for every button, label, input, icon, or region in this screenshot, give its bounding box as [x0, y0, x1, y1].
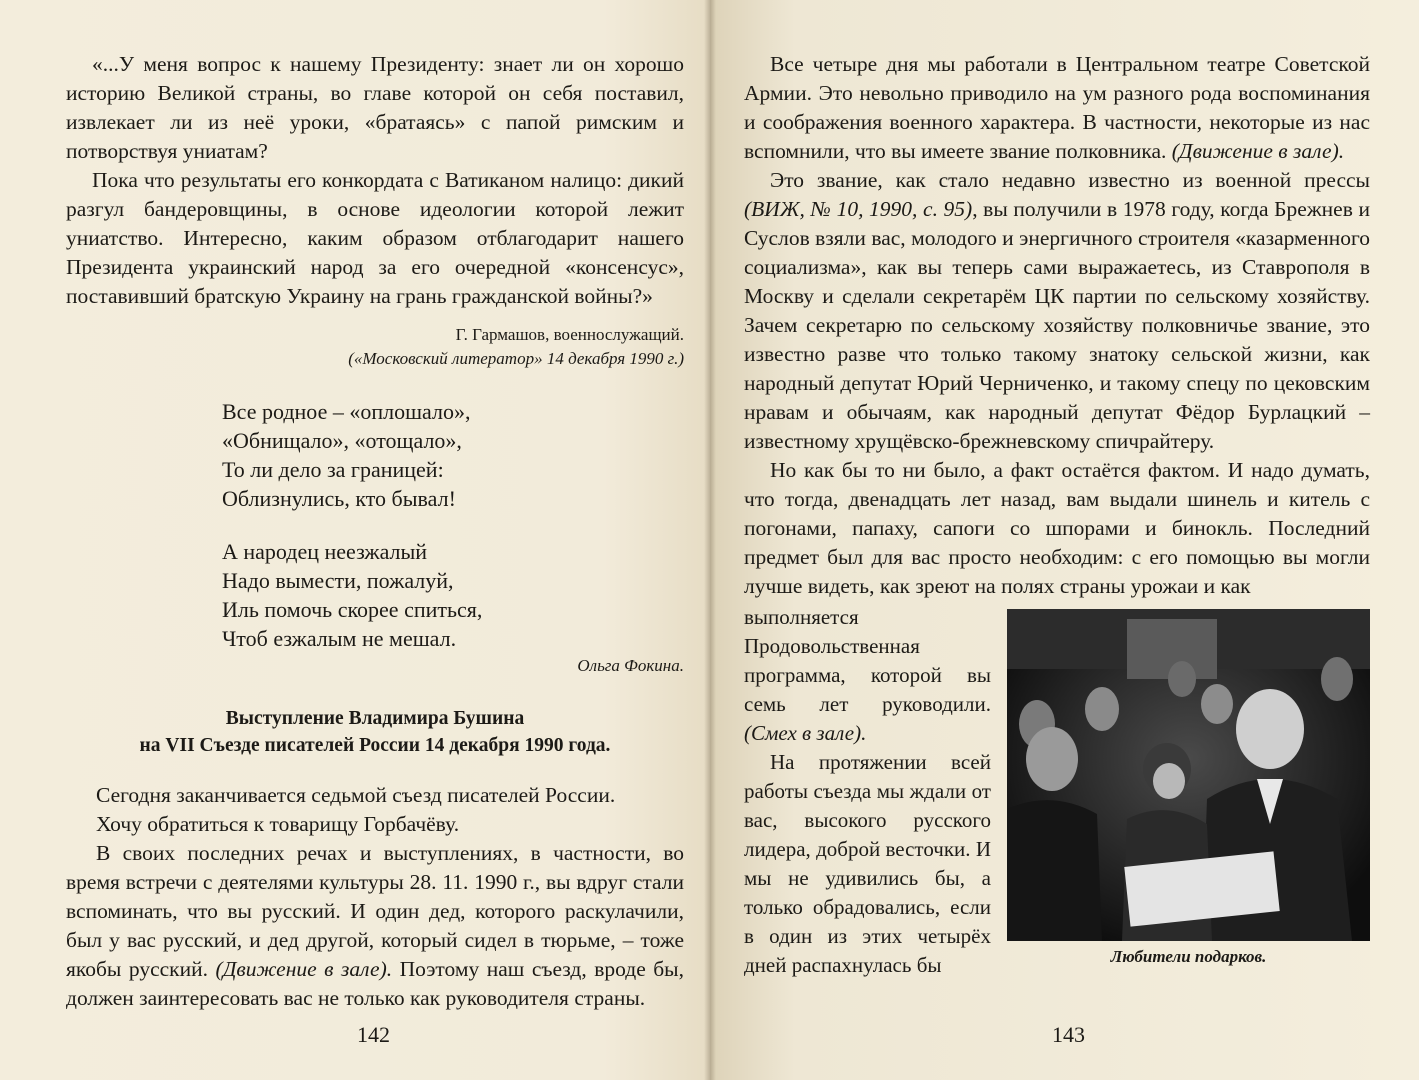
- signature-author: Г. Гармашов, военнослужащий.: [455, 325, 684, 344]
- wrapped-paragraph-1: [744, 603, 991, 748]
- speech-paragraph-text-1: В своих последних речах и выступлениях, в частности, во время встречи с деятелями культуры 28. 11. 1990 г., вы вдруг стали вспоминать, что вы русский. И один дед, которого раскулачили, был у вас русский, и дед другой, который сидел в тюрьме, – тоже якобы русский.: [66, 841, 684, 981]
- speech-line-2: Хочу обратиться к товарищу Горбачёву.: [96, 812, 460, 836]
- wrapped-text: [744, 603, 991, 980]
- right-paragraph-2-text-1: Это звание, как стало недавно известно из военной прессы: [770, 168, 1370, 192]
- heading-line-1: Выступление Владимира Бушина: [225, 708, 525, 729]
- quote-signature: [66, 323, 684, 371]
- poem-line: Облизнулись, кто бывал!: [222, 486, 456, 511]
- poem-line: Надо вымести, пожалуй,: [222, 568, 454, 593]
- poem-line: А народец неезжалый: [222, 539, 428, 564]
- heading-line-2: на VII Съезде писателей России 14 декабря 1990 года.: [139, 735, 611, 756]
- poem-line: То ли дело за границей:: [222, 457, 444, 482]
- figure-row: [744, 603, 1370, 977]
- speech-heading: [66, 705, 684, 759]
- signature-source: («Московский литератор» 14 декабря 1990 г.): [348, 349, 684, 368]
- speech-paragraph: [66, 839, 684, 1013]
- right-paragraph-3: Но как бы то ни было, а факт остаётся фактом. И надо думать, что тогда, двенадцать лет назад, вам выдали шинель и китель с погонами, папаху, сапоги со шпорами и бинокль. Последний предмет был для вас просто необходим: с его помощью вы могли лучше видеть, как зреют на полях страны урожаи и как: [744, 458, 1370, 598]
- speech-paragraph-remark: (Движение в зале).: [215, 957, 393, 981]
- right-paragraph-1-text: Все четыре дня мы работали в Центральном театре Советской Армии. Это невольно приводило на ум разного рода воспоминания и соображения военного характера. В частности, некоторые из нас вспомнили, что вы имеете звание полковника.: [744, 52, 1370, 163]
- left-page-column: [66, 50, 684, 1013]
- photo: [1007, 609, 1370, 941]
- poem-line: Иль помочь скорее спиться,: [222, 597, 483, 622]
- wrapped-paragraph-2: На протяжении всей работы съезда мы ждали от вас, высокого русского лидера, доброй весточки. И мы не удивились бы, а только обрадовались, если в один из этих четырёх дней распахнулась бы: [744, 750, 991, 977]
- speech-paragraph-text-2: Поэтому наш съезд, вроде бы, должен заинтересовать вас не только как руководителя страны.: [66, 957, 685, 1010]
- poem-line: Все родное – «оплошало»,: [222, 399, 471, 424]
- poem-line: «Обнищало», «отощало»,: [222, 428, 462, 453]
- poem-author: Ольга Фокина.: [577, 656, 684, 675]
- speech-line-1: Сегодня заканчивается седьмой съезд писателей России.: [96, 783, 616, 807]
- book-spine: [704, 0, 716, 1080]
- wrapped-paragraph-1-remark: (Смех в зале).: [744, 721, 867, 745]
- poem-stanza-2: [222, 537, 684, 653]
- wrapped-paragraph-1-text: выполняется Продовольственная программа, которой вы семь лет руководили.: [744, 605, 991, 716]
- poem-line: Чтоб езжалым не мешал.: [222, 626, 457, 651]
- right-paragraph-2: [744, 166, 1370, 456]
- right-paragraph-2-citation: (ВИЖ, № 10, 1990, с. 95): [744, 197, 973, 221]
- page-number-left: 142: [357, 1022, 390, 1047]
- right-page-column: [744, 50, 1370, 977]
- quote-paragraph-1: «...У меня вопрос к нашему Президенту: знает ли он хорошо историю Великой страны, во главе которой он себя поставил, извлекает ли из неё уроки, «братаясь» с папой римским и потворствуя униатам?: [66, 52, 684, 163]
- right-paragraph-1-remark: (Движение в зале).: [1171, 139, 1345, 163]
- poem-stanza-1: [222, 397, 684, 513]
- page-number-right: 143: [1052, 1022, 1085, 1047]
- photo-caption: Любители подарков.: [1110, 947, 1267, 966]
- poem: [222, 397, 684, 653]
- right-paragraph-2-text-2: , вы получили в 1978 году, когда Брежнев и Суслов взяли вас, молодого и энергичного строителя «казарменного социализма», как вы теперь сами выражаетесь, из Ставрополя в Москву и сделали секретарём ЦК партии по сельскому хозяйству. Зачем секретарю по сельскому хозяйству полковничье звание, это известно разве что только такому знатоку сельской жизни, как народный депутат Юрий Черниченко, и такому спецу по цековским нравам и обычаям, как народный депутат Фёдор Бурлацкий – известному хрущёвско-брежневскому спичрайтеру.: [744, 197, 1370, 453]
- right-paragraph-1: [744, 50, 1370, 166]
- speech-text: [66, 781, 684, 1013]
- photo-image: [1007, 609, 1370, 941]
- quote-paragraph-2: Пока что результаты его конкордата с Ватиканом налицо: дикий разгул бандеровщины, в основе идеологии которой лежит униатство. Интересно, каким образом отблагодарит нашего Президента украинский народ за его очередной «консенсус», поставивший братскую Украину на грань гражданской войны?»: [66, 168, 684, 308]
